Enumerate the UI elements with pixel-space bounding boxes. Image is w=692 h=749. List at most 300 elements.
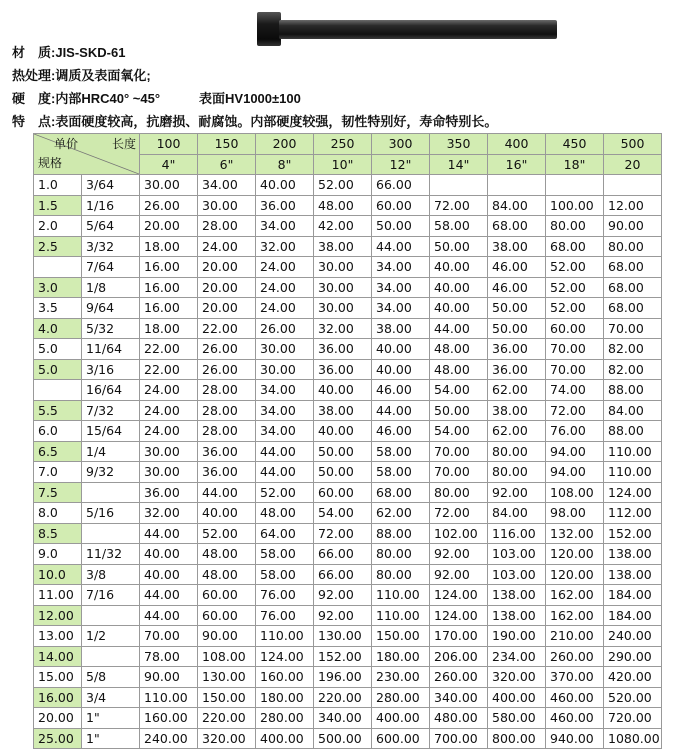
price-cell: 80.00: [372, 544, 430, 565]
spec-material: [12, 43, 682, 63]
diameter-cell: 3.0: [34, 277, 82, 298]
spec-heat-treatment: [12, 66, 682, 86]
price-cell: 94.00: [546, 441, 604, 462]
price-cell: 102.00: [430, 523, 488, 544]
spec-label: 特 点:: [12, 114, 56, 129]
table-row: [34, 605, 662, 626]
price-cell: 64.00: [256, 523, 314, 544]
price-cell: 320.00: [198, 728, 256, 749]
price-cell: 400.00: [372, 708, 430, 729]
price-cell: 138.00: [604, 564, 662, 585]
price-cell: 36.00: [488, 359, 546, 380]
diameter-cell: 1.0: [34, 175, 82, 196]
table-row: [34, 728, 662, 749]
price-cell: [488, 175, 546, 196]
price-cell: 340.00: [314, 708, 372, 729]
price-cell: 94.00: [546, 462, 604, 483]
price-cell: 290.00: [604, 646, 662, 667]
price-cell: 76.00: [256, 605, 314, 626]
price-table: [33, 133, 662, 749]
price-cell: 68.00: [488, 216, 546, 237]
price-cell: 480.00: [430, 708, 488, 729]
length-mm-header: 500: [604, 134, 662, 155]
price-cell: 46.00: [488, 277, 546, 298]
table-row: [34, 216, 662, 237]
price-cell: 76.00: [546, 421, 604, 442]
price-cell: 30.00: [140, 462, 198, 483]
length-inch-header: 10": [314, 154, 372, 175]
price-cell: 112.00: [604, 503, 662, 524]
price-cell: 22.00: [140, 339, 198, 360]
price-cell: 44.00: [140, 605, 198, 626]
table-row: [34, 236, 662, 257]
price-cell: 234.00: [488, 646, 546, 667]
spec-label: 硬 度:: [12, 91, 56, 106]
price-cell: 50.00: [314, 462, 372, 483]
inch-cell: 3/8: [82, 564, 140, 585]
price-cell: 116.00: [488, 523, 546, 544]
length-mm-header: 100: [140, 134, 198, 155]
price-cell: 260.00: [430, 667, 488, 688]
length-inch-header: 20: [604, 154, 662, 175]
diameter-cell: 5.0: [34, 339, 82, 360]
inch-cell: [82, 482, 140, 503]
table-row: [34, 421, 662, 442]
inch-cell: 3/16: [82, 359, 140, 380]
price-cell: 72.00: [546, 400, 604, 421]
inch-cell: 15/64: [82, 421, 140, 442]
price-cell: 62.00: [488, 421, 546, 442]
price-cell: 184.00: [604, 585, 662, 606]
price-cell: 38.00: [488, 400, 546, 421]
inch-cell: 3/32: [82, 236, 140, 257]
price-cell: 92.00: [488, 482, 546, 503]
spec-label: 材 质:: [12, 45, 56, 60]
length-inch-header: 6": [198, 154, 256, 175]
price-cell: 240.00: [604, 626, 662, 647]
inch-cell: 5/16: [82, 503, 140, 524]
inch-cell: 1": [82, 728, 140, 749]
table-row: [34, 195, 662, 216]
price-cell: 124.00: [604, 482, 662, 503]
price-cell: 30.00: [256, 359, 314, 380]
price-cell: 108.00: [546, 482, 604, 503]
corner-spec-label: 规格: [38, 156, 63, 170]
price-cell: 110.00: [372, 605, 430, 626]
price-cell: 24.00: [256, 277, 314, 298]
price-cell: 36.00: [314, 339, 372, 360]
price-cell: 48.00: [198, 564, 256, 585]
price-cell: 110.00: [140, 687, 198, 708]
price-cell: 160.00: [140, 708, 198, 729]
price-cell: 48.00: [256, 503, 314, 524]
table-row: [34, 318, 662, 339]
price-cell: 30.00: [314, 277, 372, 298]
price-cell: 196.00: [314, 667, 372, 688]
price-cell: 44.00: [140, 523, 198, 544]
table-row: [34, 339, 662, 360]
price-cell: 190.00: [488, 626, 546, 647]
price-cell: 26.00: [198, 359, 256, 380]
length-inch-header: 14": [430, 154, 488, 175]
price-cell: 60.00: [372, 195, 430, 216]
price-cell: 108.00: [198, 646, 256, 667]
inch-cell: 1/16: [82, 195, 140, 216]
price-cell: 60.00: [198, 585, 256, 606]
spec-hardness: [12, 89, 682, 109]
price-cell: [546, 175, 604, 196]
price-cell: 58.00: [256, 564, 314, 585]
price-cell: 26.00: [198, 339, 256, 360]
price-cell: 460.00: [546, 708, 604, 729]
price-cell: 68.00: [546, 236, 604, 257]
price-cell: 220.00: [198, 708, 256, 729]
diameter-cell: 15.00: [34, 667, 82, 688]
price-cell: 48.00: [430, 339, 488, 360]
price-cell: 40.00: [430, 277, 488, 298]
price-cell: 58.00: [372, 462, 430, 483]
price-cell: 110.00: [372, 585, 430, 606]
price-cell: 103.00: [488, 544, 546, 565]
price-cell: 420.00: [604, 667, 662, 688]
inch-cell: 5/64: [82, 216, 140, 237]
diameter-cell: 14.00: [34, 646, 82, 667]
price-cell: 30.00: [256, 339, 314, 360]
price-cell: 162.00: [546, 585, 604, 606]
price-cell: 32.00: [140, 503, 198, 524]
inch-cell: [82, 605, 140, 626]
price-cell: 16.00: [140, 298, 198, 319]
diameter-cell: 6.0: [34, 421, 82, 442]
price-cell: 36.00: [140, 482, 198, 503]
price-cell: 76.00: [256, 585, 314, 606]
price-cell: 92.00: [314, 585, 372, 606]
price-cell: 1080.00: [604, 728, 662, 749]
price-cell: 152.00: [604, 523, 662, 544]
diameter-cell: 9.0: [34, 544, 82, 565]
length-mm-header: 300: [372, 134, 430, 155]
price-cell: 58.00: [430, 216, 488, 237]
table-row: [34, 441, 662, 462]
price-cell: 84.00: [488, 503, 546, 524]
price-cell: 132.00: [546, 523, 604, 544]
diameter-cell: 7.5: [34, 482, 82, 503]
price-cell: 68.00: [604, 298, 662, 319]
inch-cell: 9/64: [82, 298, 140, 319]
price-cell: 92.00: [430, 544, 488, 565]
length-mm-header: 450: [546, 134, 604, 155]
price-cell: 12.00: [604, 195, 662, 216]
diameter-cell: 20.00: [34, 708, 82, 729]
price-cell: 34.00: [372, 257, 430, 278]
length-inch-header: 4": [140, 154, 198, 175]
price-cell: 92.00: [430, 564, 488, 585]
price-cell: 34.00: [256, 216, 314, 237]
price-cell: 500.00: [314, 728, 372, 749]
price-cell: 54.00: [430, 421, 488, 442]
diameter-cell: 4.0: [34, 318, 82, 339]
length-mm-header: 350: [430, 134, 488, 155]
table-row: [34, 257, 662, 278]
inch-cell: 11/32: [82, 544, 140, 565]
price-cell: 52.00: [256, 482, 314, 503]
price-cell: 100.00: [546, 195, 604, 216]
inch-cell: 5/32: [82, 318, 140, 339]
price-cell: 16.00: [140, 277, 198, 298]
spec-value: 内部HRC40° ~45° 表面HV1000±100: [55, 91, 301, 106]
inch-cell: 3/4: [82, 687, 140, 708]
price-cell: 72.00: [314, 523, 372, 544]
price-cell: 138.00: [604, 544, 662, 565]
price-cell: 162.00: [546, 605, 604, 626]
table-row: [34, 626, 662, 647]
price-cell: 124.00: [430, 585, 488, 606]
price-cell: 34.00: [256, 380, 314, 401]
table-row: [34, 482, 662, 503]
price-cell: 24.00: [256, 298, 314, 319]
price-cell: 580.00: [488, 708, 546, 729]
diameter-cell: 5.5: [34, 400, 82, 421]
price-cell: 110.00: [256, 626, 314, 647]
price-cell: 24.00: [140, 400, 198, 421]
diameter-cell: 1.5: [34, 195, 82, 216]
price-cell: 80.00: [372, 564, 430, 585]
spec-label: 热处理:: [12, 68, 56, 83]
price-cell: 52.00: [546, 257, 604, 278]
price-cell: 138.00: [488, 585, 546, 606]
price-cell: 30.00: [140, 175, 198, 196]
price-cell: 82.00: [604, 339, 662, 360]
corner-length-label: 长度: [111, 137, 136, 151]
price-cell: 30.00: [314, 257, 372, 278]
price-cell: 206.00: [430, 646, 488, 667]
length-mm-header: 250: [314, 134, 372, 155]
price-cell: 180.00: [372, 646, 430, 667]
price-cell: 220.00: [314, 687, 372, 708]
price-cell: 44.00: [140, 585, 198, 606]
corner-header: [34, 134, 140, 175]
price-cell: 24.00: [256, 257, 314, 278]
price-cell: 62.00: [372, 503, 430, 524]
price-cell: 20.00: [140, 216, 198, 237]
price-cell: 90.00: [604, 216, 662, 237]
price-cell: 78.00: [140, 646, 198, 667]
length-mm-header: 150: [198, 134, 256, 155]
table-row: [34, 564, 662, 585]
inch-cell: 5/8: [82, 667, 140, 688]
price-cell: 103.00: [488, 564, 546, 585]
price-cell: 58.00: [372, 441, 430, 462]
price-cell: 50.00: [372, 216, 430, 237]
price-cell: 152.00: [314, 646, 372, 667]
diameter-cell: 7.0: [34, 462, 82, 483]
table-row: [34, 503, 662, 524]
price-cell: 72.00: [430, 503, 488, 524]
length-inch-header: 16": [488, 154, 546, 175]
price-cell: 40.00: [372, 359, 430, 380]
length-mm-header: 200: [256, 134, 314, 155]
price-cell: 44.00: [256, 441, 314, 462]
price-cell: 70.00: [430, 441, 488, 462]
price-cell: 54.00: [430, 380, 488, 401]
price-cell: 82.00: [604, 359, 662, 380]
price-cell: 72.00: [430, 195, 488, 216]
price-cell: 66.00: [314, 544, 372, 565]
price-cell: 44.00: [430, 318, 488, 339]
spec-features: [12, 112, 682, 132]
price-cell: 98.00: [546, 503, 604, 524]
price-cell: 90.00: [140, 667, 198, 688]
table-row: [34, 523, 662, 544]
price-cell: 400.00: [256, 728, 314, 749]
price-cell: 30.00: [198, 195, 256, 216]
price-cell: 130.00: [198, 667, 256, 688]
inch-cell: 11/64: [82, 339, 140, 360]
price-cell: 16.00: [140, 257, 198, 278]
table-row: [34, 544, 662, 565]
inch-cell: 1/8: [82, 277, 140, 298]
price-cell: 88.00: [604, 421, 662, 442]
price-cell: 74.00: [546, 380, 604, 401]
price-cell: 24.00: [198, 236, 256, 257]
diameter-cell: 3.5: [34, 298, 82, 319]
length-inch-header: 8": [256, 154, 314, 175]
price-cell: 210.00: [546, 626, 604, 647]
price-cell: 50.00: [430, 400, 488, 421]
table-row: [34, 462, 662, 483]
diameter-cell: 2.5: [34, 236, 82, 257]
price-cell: 30.00: [140, 441, 198, 462]
spec-list: [12, 43, 682, 135]
price-cell: 68.00: [604, 277, 662, 298]
price-cell: 280.00: [256, 708, 314, 729]
price-cell: 80.00: [488, 462, 546, 483]
diameter-cell: [34, 380, 82, 401]
price-cell: 124.00: [256, 646, 314, 667]
price-cell: 24.00: [140, 380, 198, 401]
price-cell: 520.00: [604, 687, 662, 708]
price-cell: 230.00: [372, 667, 430, 688]
price-cell: 52.00: [198, 523, 256, 544]
length-mm-header: 400: [488, 134, 546, 155]
price-cell: 70.00: [546, 359, 604, 380]
price-cell: 34.00: [256, 400, 314, 421]
table-row: [34, 646, 662, 667]
price-cell: 52.00: [546, 298, 604, 319]
price-cell: 66.00: [314, 564, 372, 585]
price-cell: 80.00: [604, 236, 662, 257]
price-cell: 150.00: [372, 626, 430, 647]
price-cell: 80.00: [430, 482, 488, 503]
inch-cell: 1/2: [82, 626, 140, 647]
diameter-cell: 16.00: [34, 687, 82, 708]
price-cell: 40.00: [140, 564, 198, 585]
inch-cell: 1": [82, 708, 140, 729]
diameter-cell: 11.00: [34, 585, 82, 606]
price-cell: 88.00: [372, 523, 430, 544]
price-cell: 70.00: [604, 318, 662, 339]
price-cell: 130.00: [314, 626, 372, 647]
price-cell: 170.00: [430, 626, 488, 647]
price-cell: 26.00: [256, 318, 314, 339]
price-cell: 44.00: [372, 236, 430, 257]
price-cell: 58.00: [256, 544, 314, 565]
price-cell: 124.00: [430, 605, 488, 626]
price-cell: 280.00: [372, 687, 430, 708]
table-row: [34, 667, 662, 688]
price-cell: 52.00: [314, 175, 372, 196]
price-cell: 138.00: [488, 605, 546, 626]
price-cell: 80.00: [488, 441, 546, 462]
price-cell: 60.00: [198, 605, 256, 626]
price-cell: 28.00: [198, 400, 256, 421]
price-cell: 40.00: [430, 298, 488, 319]
price-cell: 320.00: [488, 667, 546, 688]
price-cell: 70.00: [546, 339, 604, 360]
price-cell: 34.00: [198, 175, 256, 196]
inch-cell: [82, 523, 140, 544]
length-inch-header: 12": [372, 154, 430, 175]
price-cell: 80.00: [546, 216, 604, 237]
price-cell: 84.00: [604, 400, 662, 421]
price-cell: 150.00: [198, 687, 256, 708]
price-cell: [430, 175, 488, 196]
price-cell: 20.00: [198, 298, 256, 319]
inch-cell: 7/32: [82, 400, 140, 421]
price-cell: 66.00: [372, 175, 430, 196]
diameter-cell: 8.5: [34, 523, 82, 544]
price-cell: 36.00: [198, 462, 256, 483]
diameter-cell: 6.5: [34, 441, 82, 462]
table-row: [34, 359, 662, 380]
price-cell: [604, 175, 662, 196]
price-cell: 62.00: [488, 380, 546, 401]
price-cell: 28.00: [198, 421, 256, 442]
price-cell: 90.00: [198, 626, 256, 647]
inch-cell: 16/64: [82, 380, 140, 401]
price-cell: 92.00: [314, 605, 372, 626]
price-cell: 50.00: [488, 318, 546, 339]
inch-cell: 1/4: [82, 441, 140, 462]
price-cell: 460.00: [546, 687, 604, 708]
price-cell: 28.00: [198, 216, 256, 237]
diameter-cell: 5.0: [34, 359, 82, 380]
price-cell: 30.00: [314, 298, 372, 319]
price-cell: 40.00: [430, 257, 488, 278]
price-cell: 34.00: [256, 421, 314, 442]
price-cell: 46.00: [488, 257, 546, 278]
table-row: [34, 298, 662, 319]
price-cell: 46.00: [372, 380, 430, 401]
price-cell: 34.00: [372, 277, 430, 298]
price-cell: 44.00: [256, 462, 314, 483]
price-cell: 48.00: [198, 544, 256, 565]
price-cell: 50.00: [314, 441, 372, 462]
price-cell: 50.00: [430, 236, 488, 257]
price-cell: 40.00: [198, 503, 256, 524]
spec-value: 表面硬度较高，抗磨损、耐腐蚀。内部硬度较强，韧性特别好，寿命特别长。: [55, 114, 498, 129]
table-row: [34, 687, 662, 708]
diameter-cell: [34, 257, 82, 278]
price-cell: 260.00: [546, 646, 604, 667]
price-cell: 40.00: [314, 421, 372, 442]
price-cell: 40.00: [256, 175, 314, 196]
price-cell: 120.00: [546, 564, 604, 585]
price-cell: 70.00: [430, 462, 488, 483]
spec-value: JIS-SKD-61: [55, 45, 126, 60]
price-cell: 84.00: [488, 195, 546, 216]
inch-cell: 7/16: [82, 585, 140, 606]
